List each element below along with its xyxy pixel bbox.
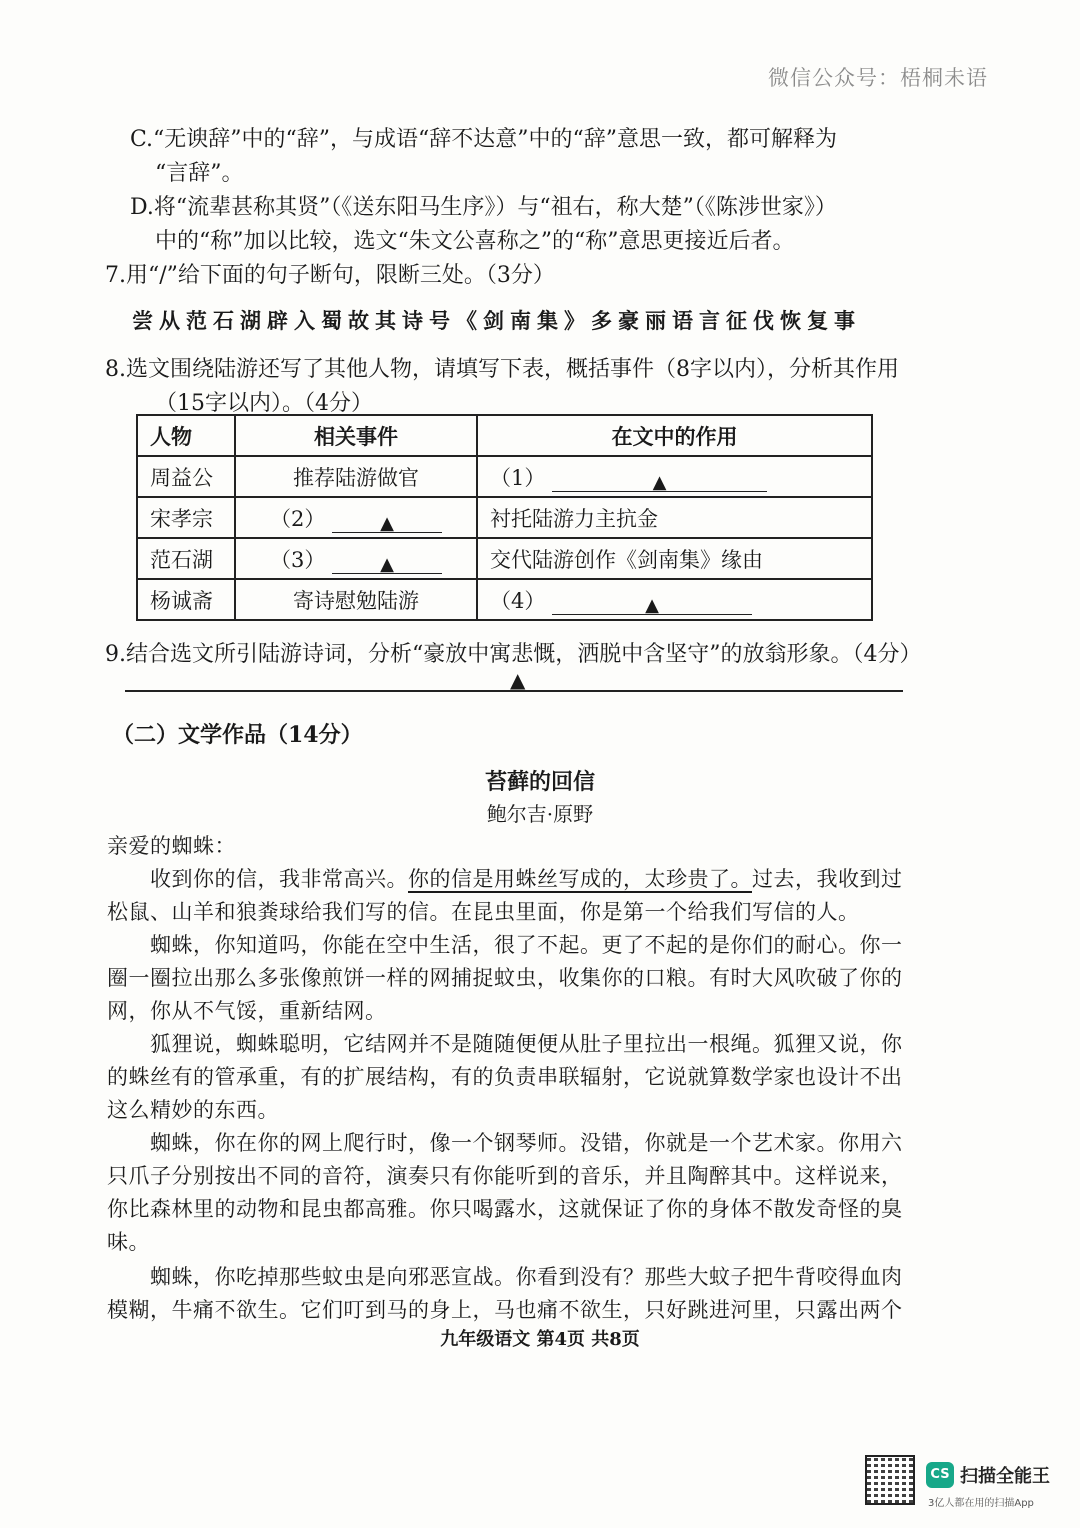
paragraph-3-line1: 狐狸说，蜘蛛聪明，它结网并不是随随便便从肚子里拉出一根绳。狐狸又说，你: [150, 1032, 903, 1056]
triangle-icon: ▲: [380, 553, 394, 575]
row1-event: 推荐陆游做官: [235, 456, 477, 497]
scanner-app-name: 扫描全能王: [960, 1466, 1050, 1487]
answer-blank-1[interactable]: [552, 469, 767, 492]
answer-blank-4[interactable]: [552, 592, 752, 615]
option-c-line1: C.“无谀辞”中的“辞”，与成语“辞不达意”中的“辞”意思一致，都可解释为: [130, 127, 838, 152]
row4-role-label: （4）: [490, 588, 546, 613]
paragraph-2-line2: 圈一圈拉出那么多张像煎饼一样的网捕捉蚊虫，收集你的口粮。有时大风吹破了你的: [107, 966, 903, 990]
q7-sentence: 尝从范石湖辟入蜀故其诗号《剑南集》多豪丽语言征伐恢复事: [132, 308, 861, 333]
row4-role[interactable]: [477, 579, 872, 620]
row3-event-label: （3）: [269, 547, 326, 572]
row3-role: 交代陆游创作《剑南集》缘由: [477, 538, 872, 579]
paragraph-5-line1: 蜘蛛，你吃掉那些蚊虫是向邪恶宣战。你看到没有？那些大蚊子把牛背咬得血肉: [150, 1265, 903, 1289]
header-role: 在文中的作用: [477, 415, 872, 456]
section-heading: （二）文学作品（14分）: [112, 722, 363, 748]
paragraph-4-line4: 味。: [107, 1230, 150, 1254]
row3-person: 范石湖: [137, 538, 235, 579]
paragraph-1-line1: [150, 863, 903, 893]
paragraph-1-line2: 松鼠、山羊和狼粪球给我们写的信。在昆虫里面，你是第一个给我们写信的人。: [107, 900, 860, 924]
paragraph-4-line2: 只爪子分别按出不同的音符，演奏只有你能听到的音乐，并且陶醉其中。这样说来，: [107, 1164, 903, 1188]
page-footer: 九年级语文 第4页 共8页: [440, 1329, 640, 1350]
header-event: 相关事件: [235, 415, 477, 456]
row1-role[interactable]: [477, 456, 872, 497]
article-author: 鲍尔吉·原野: [486, 802, 594, 826]
p1-text-b: 过去，我收到过: [752, 867, 903, 891]
paragraph-5-line2: 模糊，牛痛不欲生。它们叮到马的身上，马也痛不欲生，只好跳进河里，只露出两个: [107, 1298, 903, 1322]
p1-text-a: 收到你的信，我非常高兴。: [150, 867, 408, 891]
option-d-line1: D.将“流辈甚称其贤”（《送东阳马生序》）与“祖右，称大楚”（《陈涉世家》）: [130, 195, 837, 220]
row1-person: 周益公: [137, 456, 235, 497]
p1-underlined-sentence: 你的信是用蛛丝写成的，太珍贵了。: [408, 867, 752, 891]
table-row: [137, 579, 872, 620]
row4-event: 寄诗慰勉陆游: [235, 579, 477, 620]
option-d-line2: 中的“称”加以比较，选文“朱文公喜称之”的“称”意思更接近后者。: [155, 229, 795, 254]
watermark: 微信公众号：梧桐未语: [768, 66, 988, 90]
row3-event[interactable]: [235, 538, 477, 579]
option-c-line2: “言辞”。: [155, 161, 244, 186]
article-title: 苔藓的回信: [484, 769, 595, 795]
table-row: [137, 538, 872, 579]
paragraph-4-line3: 你比森林里的动物和昆虫都高雅。你只喝露水，这就保证了你的身体不散发奇怪的臭: [107, 1197, 903, 1221]
row4-person: 杨诚斋: [137, 579, 235, 620]
row2-person: 宋孝宗: [137, 497, 235, 538]
salutation: 亲爱的蜘蛛：: [107, 834, 236, 858]
table-row: [137, 497, 872, 538]
paragraph-2-line3: 网，你从不气馁，重新结网。: [107, 999, 387, 1023]
qr-code-icon[interactable]: [865, 1455, 915, 1505]
paragraph-2-line1: 蜘蛛，你知道吗，你能在空中生活，很了不起。更了不起的是你们的耐心。你一: [150, 933, 903, 957]
q8-prompt-line2: （15字以内）。（4分）: [155, 391, 373, 416]
triangle-icon: ▲: [645, 594, 659, 616]
q7-prompt: 7.用“/”给下面的句子断句，限断三处。（3分）: [105, 263, 555, 288]
row2-role: 衬托陆游力主抗金: [477, 497, 872, 538]
q8-table: [136, 414, 873, 621]
triangle-icon: ▲: [652, 471, 667, 493]
answer-blank-2[interactable]: [332, 510, 442, 533]
row1-role-label: （1）: [490, 465, 546, 490]
row2-event[interactable]: [235, 497, 477, 538]
q9-answer-line[interactable]: [125, 690, 903, 692]
scanner-tagline: 3亿人都在用的扫描App: [928, 1498, 1034, 1509]
q9-prompt: 9.结合选文所引陆游诗词，分析“豪放中寓悲慨，洒脱中含坚守”的放翁形象。（4分）: [105, 642, 922, 667]
paragraph-3-line3: 这么精妙的东西。: [107, 1098, 279, 1122]
triangle-icon: ▲: [380, 512, 394, 534]
header-person: 人物: [137, 415, 235, 456]
table-row: [137, 456, 872, 497]
table-header-row: [137, 415, 872, 456]
camscanner-logo-icon: CS: [926, 1462, 954, 1488]
answer-blank-3[interactable]: [332, 551, 442, 574]
paragraph-4-line1: 蜘蛛，你在你的网上爬行时，像一个钢琴师。没错，你就是一个艺术家。你用六: [150, 1131, 903, 1155]
triangle-icon: ▲: [510, 668, 526, 692]
q8-prompt-line1: 8.选文围绕陆游还写了其他人物，请填写下表，概括事件（8字以内），分析其作用: [105, 357, 899, 382]
row2-event-label: （2）: [269, 506, 326, 531]
paragraph-3-line2: 的蛛丝有的管承重，有的扩展结构，有的负责串联辐射，它说就算数学家也设计不出: [107, 1065, 903, 1089]
